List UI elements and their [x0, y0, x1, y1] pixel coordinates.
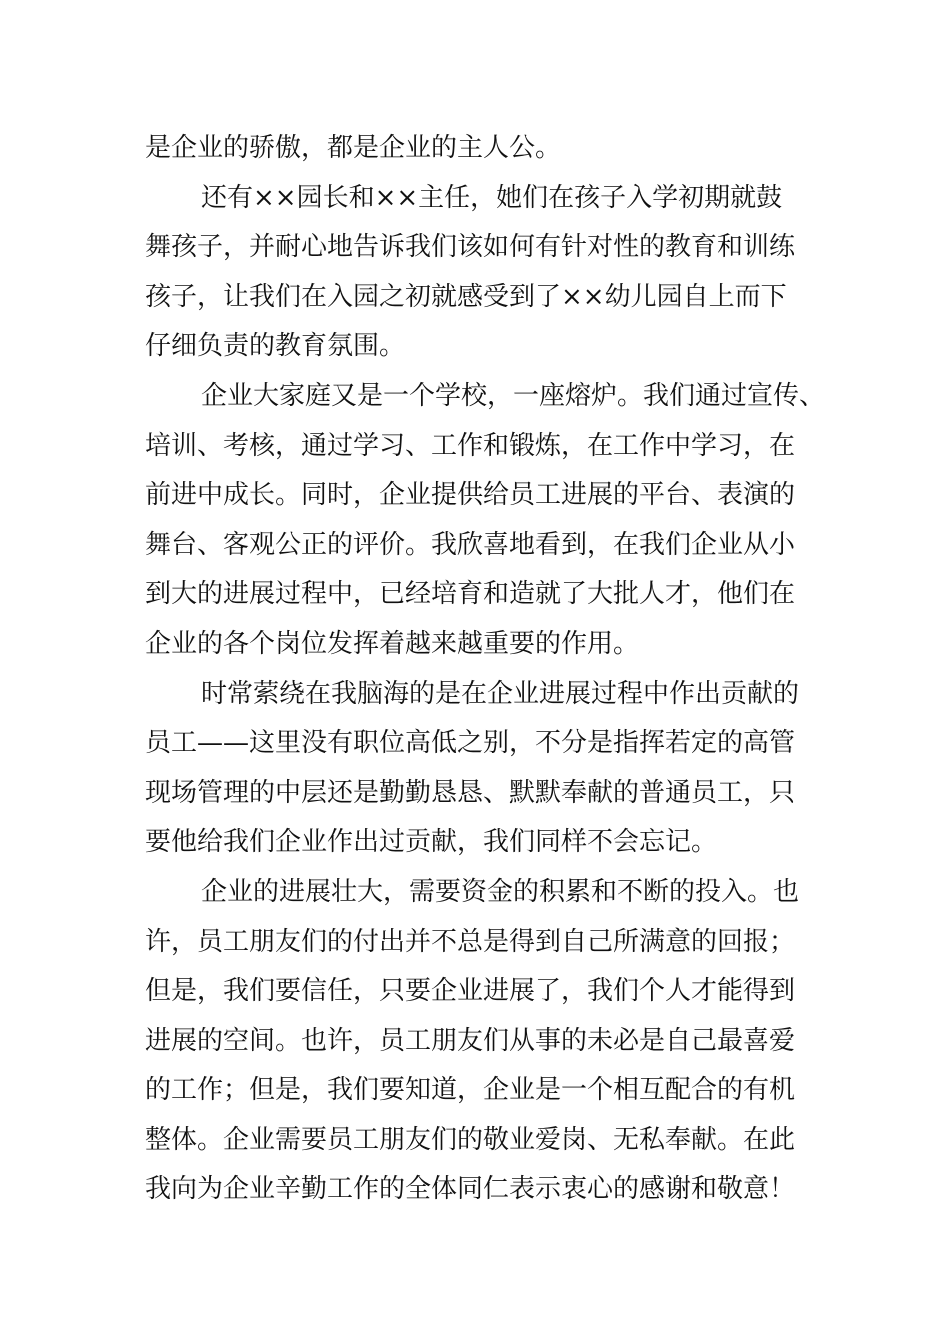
- paragraph-first-line: 时常萦绕在我脑海的是在企业进展过程中作出贡献的: [201, 678, 800, 709]
- text-line: 整体。企业需要员工朋友们的敬业爱岗、无私奉献。在此: [145, 1124, 796, 1155]
- paragraph-first-line: 企业大家庭又是一个学校，一座熔炉。我们通过宣传、: [201, 380, 826, 411]
- paragraph-first-line: 还有××园长和××主任，她们在孩子入学初期就鼓: [201, 182, 783, 213]
- text-line: 前进中成长。同时，企业提供给员工进展的平台、表演的: [145, 480, 796, 511]
- text-line: 的工作；但是，我们要知道，企业是一个相互配合的有机: [145, 1075, 796, 1106]
- text-line: 许，员工朋友们的付出并不总是得到自己所满意的回报；: [145, 926, 796, 957]
- text-line: 进展的空间。也许，员工朋友们从事的未必是自己最喜爱: [145, 1025, 796, 1056]
- text-line: 仔细负责的教育氛围。: [145, 331, 406, 362]
- document-body: [145, 124, 826, 1215]
- text-line: 要他给我们企业作出过贡献，我们同样不会忘记。: [145, 827, 718, 858]
- text-line: 员工——这里没有职位高低之别，不分是指挥若定的高管: [145, 728, 796, 759]
- text-line: 孩子，让我们在入园之初就感受到了××幼儿园自上而下: [145, 281, 787, 312]
- text-line: 企业的各个岗位发挥着越来越重要的作用。: [145, 628, 640, 659]
- paragraph-first-line: 企业的进展壮大，需要资金的积累和不断的投入。也: [201, 876, 800, 907]
- text-line: 我向为企业辛勤工作的全体同仁表示衷心的感谢和敬意！: [145, 1174, 796, 1205]
- text-line: 但是，我们要信任，只要企业进展了，我们个人才能得到: [145, 976, 796, 1007]
- text-line: 培训、考核，通过学习、工作和锻炼，在工作中学习，在: [145, 430, 796, 461]
- text-line: 舞台、客观公正的评价。我欣喜地看到，在我们企业从小: [145, 529, 796, 560]
- text-line: 舞孩子，并耐心地告诉我们该如何有针对性的教育和训练: [145, 232, 796, 263]
- text-line: 现场管理的中层还是勤勤恳恳、默默奉献的普通员工，只: [145, 777, 796, 808]
- text-line: 到大的进展过程中，已经培育和造就了大批人才，他们在: [145, 579, 796, 610]
- text-line: 是企业的骄傲，都是企业的主人公。: [145, 133, 562, 163]
